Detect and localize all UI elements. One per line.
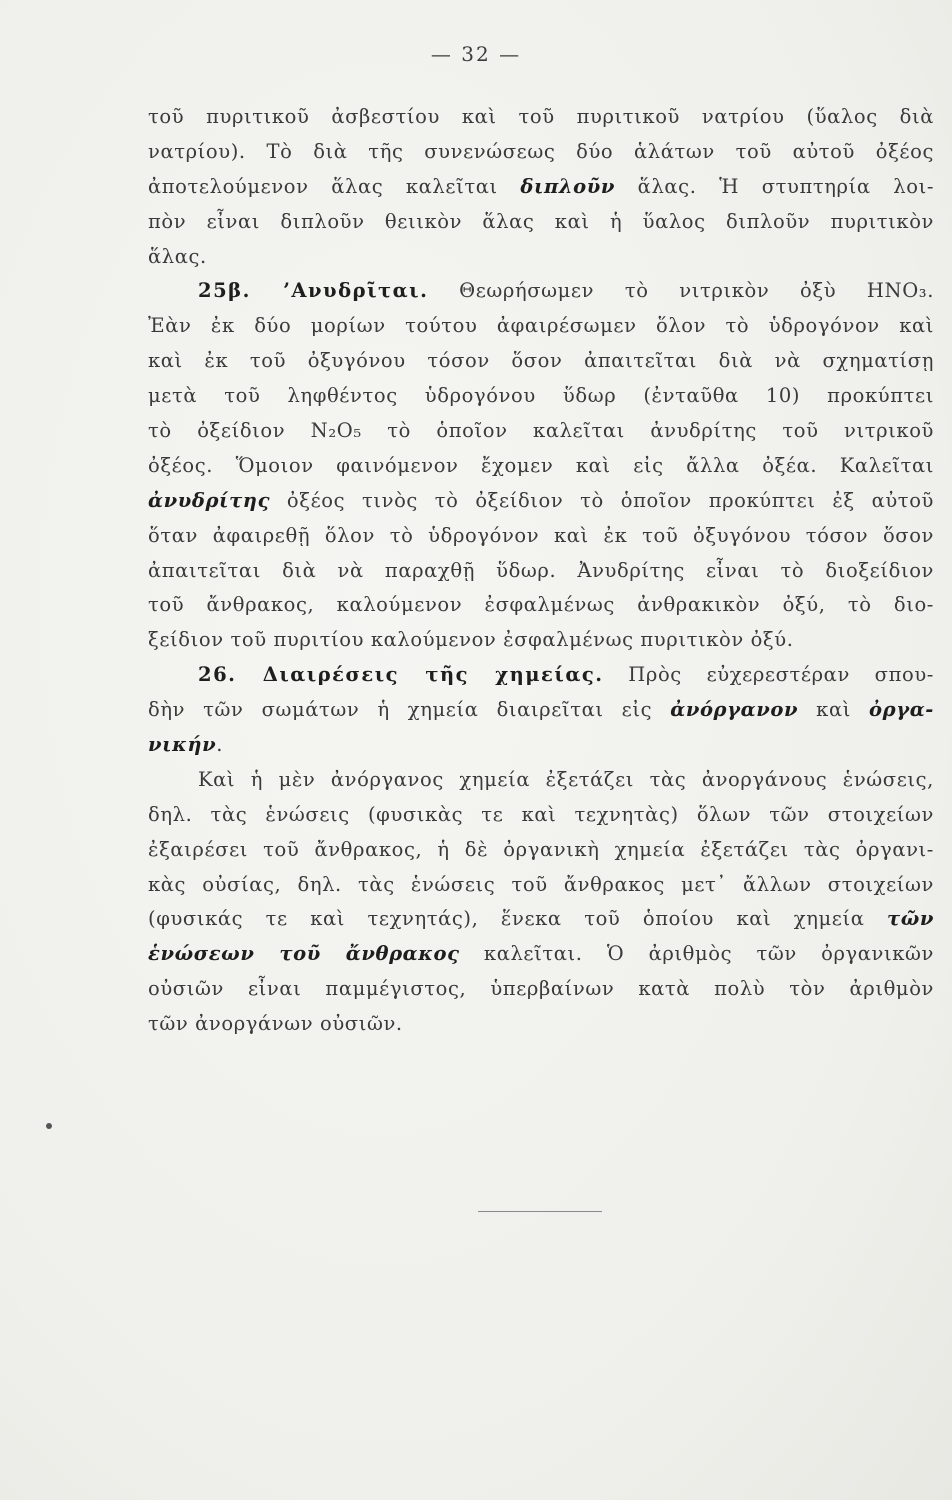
text-line [148,484,934,519]
text-run: ἀποτελούμενον ἅλας καλεῖται [148,174,521,198]
text-run: Πρὸς εὐχερεστέραν σπου- [603,663,934,687]
text-run: κὰς οὐσίας, δηλ. τὰς ἑνώσεις τοῦ ἄνθρακος μετ᾽ ἄλλων στοιχείων [148,872,934,896]
text-run: τῶν ἀνοργάνων οὐσιῶν. [148,1012,403,1036]
text-line [148,100,934,135]
text-line [148,135,934,170]
text-line [148,240,934,275]
text-run: ἅλας. [148,244,207,268]
text-line [148,414,934,449]
text-run: νατρίου). Τὸ διὰ τῆς συνενώσεως δύο ἁλάτων τοῦ αὐτοῦ ὀξέος [148,139,934,163]
text-run: τὸ ὀξείδιον N₂O₅ τὸ ὁποῖον καλεῖται ἀνυδρίτης τοῦ νιτρικοῦ [148,419,934,443]
page-number: — 32 — [430,42,522,66]
text-line [148,170,934,205]
text-run: Ἐὰν ἐκ δύο μορίων τούτου ἀφαιρέσωμεν ὅλον τὸ ὑδρογόνον καὶ [148,314,934,338]
text-run: ὅταν ἀφαιρεθῇ ὅλον τὸ ὑδρογόνον καὶ ἐκ τοῦ ὀξυγόνου τόσον ὅσον [148,523,934,547]
emphasized-term: ἀνόργανον [670,698,799,722]
text-line [148,868,934,903]
text-line [148,972,934,1007]
emphasized-term: διπλοῦν [520,174,616,198]
text-run: . [216,733,224,757]
section-heading: 25β. ’Ανυδρῖται. [198,279,429,303]
text-line [148,833,934,868]
text-run: ἐξαιρέσει τοῦ ἄνθρακος, ἡ δὲ ὀργανικὴ χημεία ἐξετάζει τὰς ὀργανι- [148,837,934,861]
emphasized-term: νικήν [148,733,217,757]
text-run: τοῦ ἄνθρακος, καλούμενον ἐσφαλμένως ἀνθρακικὸν ὀξύ, τὸ διο- [148,593,934,617]
text-line [148,937,934,972]
text-run: καλεῖται. Ὁ ἀριθμὸς τῶν ὀργανικῶν [459,942,935,966]
text-run: δηλ. τὰς ἑνώσεις (φυσικὰς τε καὶ τεχνητὰς) ὅλων τῶν στοιχείων [148,802,934,826]
text-line [148,798,934,833]
text-line [148,274,934,309]
text-run: (φυσικάς τε καὶ τεχνητάς), ἕνεκα τοῦ ὁποίου καὶ χημεία [148,907,887,931]
text-line [148,658,934,693]
text-line [148,519,934,554]
text-run: ξείδιον τοῦ πυριτίου καλούμενον ἐσφαλμένως πυριτικὸν ὀξύ. [148,628,794,652]
text-line [148,1007,934,1042]
text-run: οὐσιῶν εἶναι παμμέγιστος, ὑπερβαίνων κατὰ πολὺ τὸν ἀριθμὸν [148,977,934,1001]
section-heading: 26. Διαιρέσεις τῆς χημείας. [198,663,604,687]
text-run: ἅλας. Ἡ στυπτηρία λοι- [615,174,935,198]
text-line [148,693,934,728]
text-run: μετὰ τοῦ ληφθέντος ὑδρογόνου ὕδωρ (ἐνταῦθα 10) προκύπτει [148,384,934,408]
text-line [148,728,934,763]
text-run: καὶ [798,698,870,722]
text-run: τοῦ πυριτικοῦ ἀσβεστίου καὶ τοῦ πυριτικοῦ νατρίου (ὕαλος διὰ [148,105,934,128]
text-run: ἀπαιτεῖται διὰ νὰ παραχθῇ ὕδωρ. Ἀνυδρίτης εἶναι τὸ διοξείδιον [148,558,934,582]
text-line [148,205,934,240]
ink-speck [46,1123,52,1129]
emphasized-term: ὀργα- [869,698,934,722]
text-run: ὀξέος. Ὅμοιον φαινόμενον ἔχομεν καὶ εἰς ἄλλα ὀξέα. Καλεῖται [148,453,934,477]
emphasized-term: ἑνώσεων τοῦ ἄνθρακος [148,942,460,966]
text-run: πὸν εἶναι διπλοῦν θειικὸν ἅλας καὶ ἡ ὕαλος διπλοῦν πυριτικὸν [148,209,934,233]
text-line [148,623,934,658]
text-run: καὶ ἐκ τοῦ ὀξυγόνου τόσον ὅσον ἀπαιτεῖται διὰ νὰ σχηματίσῃ [148,349,934,373]
text-run: δὴν τῶν σωμάτων ἡ χημεία διαιρεῖται εἰς [148,698,671,722]
emphasized-term: τῶν [886,907,934,931]
text-line [148,763,934,798]
text-line [148,344,934,379]
text-run: ὀξέος τινὸς τὸ ὀξείδιον τὸ ὁποῖον προκύπτει ἐξ αὐτοῦ [270,488,934,512]
text-line [148,379,934,414]
text-line [148,309,934,344]
text-run: Θεωρήσωμεν τὸ νιτρικὸν ὀξὺ HNO₃. [428,279,934,303]
text-line [148,902,934,937]
text-line [148,588,934,623]
end-rule [478,1211,602,1212]
text-run: Καὶ ἡ μὲν ἀνόργανος χημεία ἐξετάζει τὰς ἀνοργάνους ἑνώσεις, [198,767,934,791]
text-line [148,449,934,484]
emphasized-term: ἀνυδρίτης [148,488,271,512]
text-line [148,554,934,589]
body-text [148,100,934,1042]
